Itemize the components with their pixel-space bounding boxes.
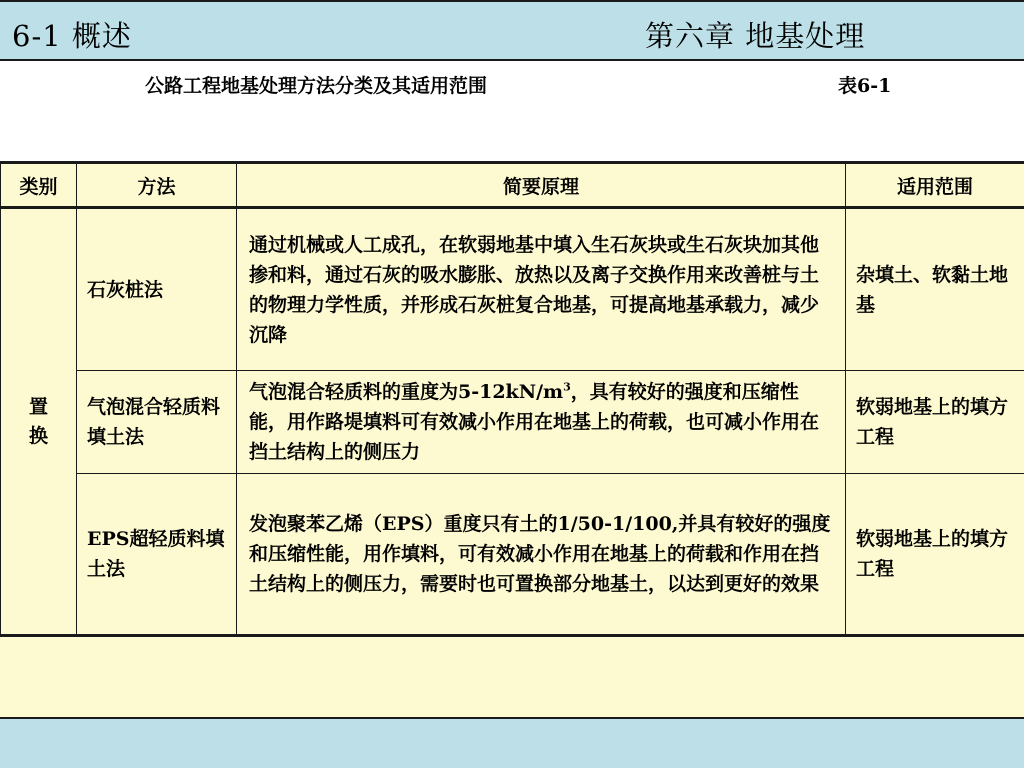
table-caption: 公路工程地基处理方法分类及其适用范围 xyxy=(145,75,488,97)
principle-cell xyxy=(237,371,846,474)
unit-superscript: 3 xyxy=(563,380,571,394)
column-header-principle: 简要原理 xyxy=(237,163,846,208)
table-row xyxy=(1,208,1024,371)
scope-cell: 软弱地基上的填方工程 xyxy=(846,474,1024,636)
slide-background-lower xyxy=(0,634,1024,717)
section-title: 6-1 概述 xyxy=(12,19,132,53)
table-row xyxy=(1,371,1024,474)
method-cell: 石灰桩法 xyxy=(77,208,237,371)
column-header-scope: 适用范围 xyxy=(846,163,1024,208)
principle-text: ，具有较好的强度和压缩性能，用作路堤填料可有效减小作用在地基上的荷载，也可减小作用在挡土结构上的侧压力 xyxy=(249,381,820,463)
column-header-category: 类别 xyxy=(1,163,77,208)
category-cell xyxy=(1,208,77,636)
table-row xyxy=(1,474,1024,636)
slide-header xyxy=(0,0,1024,61)
principle-cell: 发泡聚苯乙烯（EPS）重度只有土的1/50-1/100,并具有较好的强度和压缩性能，用作填料，可有效减小作用在地基上的荷载和作用在挡土结构上的侧压力，需要时也可置换部分地基土，以达到更好的效果 xyxy=(237,474,846,636)
category-label: 置换 xyxy=(28,395,48,447)
scope-cell: 软弱地基上的填方工程 xyxy=(846,371,1024,474)
principle-cell: 通过机械或人工成孔，在软弱地基中填入生石灰块或生石灰块加其他掺和料，通过石灰的吸水膨胀、放热以及离子交换作用来改善桩与土的物理力学性质，并形成石灰桩复合地基，可提高地基承载力，减少沉降 xyxy=(237,208,846,371)
principle-text: 气泡混合轻质料的重度为5-12kN/m xyxy=(249,381,564,403)
method-cell: EPS超轻质料填土法 xyxy=(77,474,237,636)
column-header-method: 方法 xyxy=(77,163,237,208)
method-cell: 气泡混合轻质料填土法 xyxy=(77,371,237,474)
methods-table xyxy=(0,161,1024,637)
scope-cell: 杂填土、软黏土地基 xyxy=(846,208,1024,371)
table-header-row xyxy=(1,163,1024,208)
chapter-title: 第六章 地基处理 xyxy=(645,19,866,53)
slide-footer xyxy=(0,717,1024,768)
table-number: 表6-1 xyxy=(838,75,892,97)
